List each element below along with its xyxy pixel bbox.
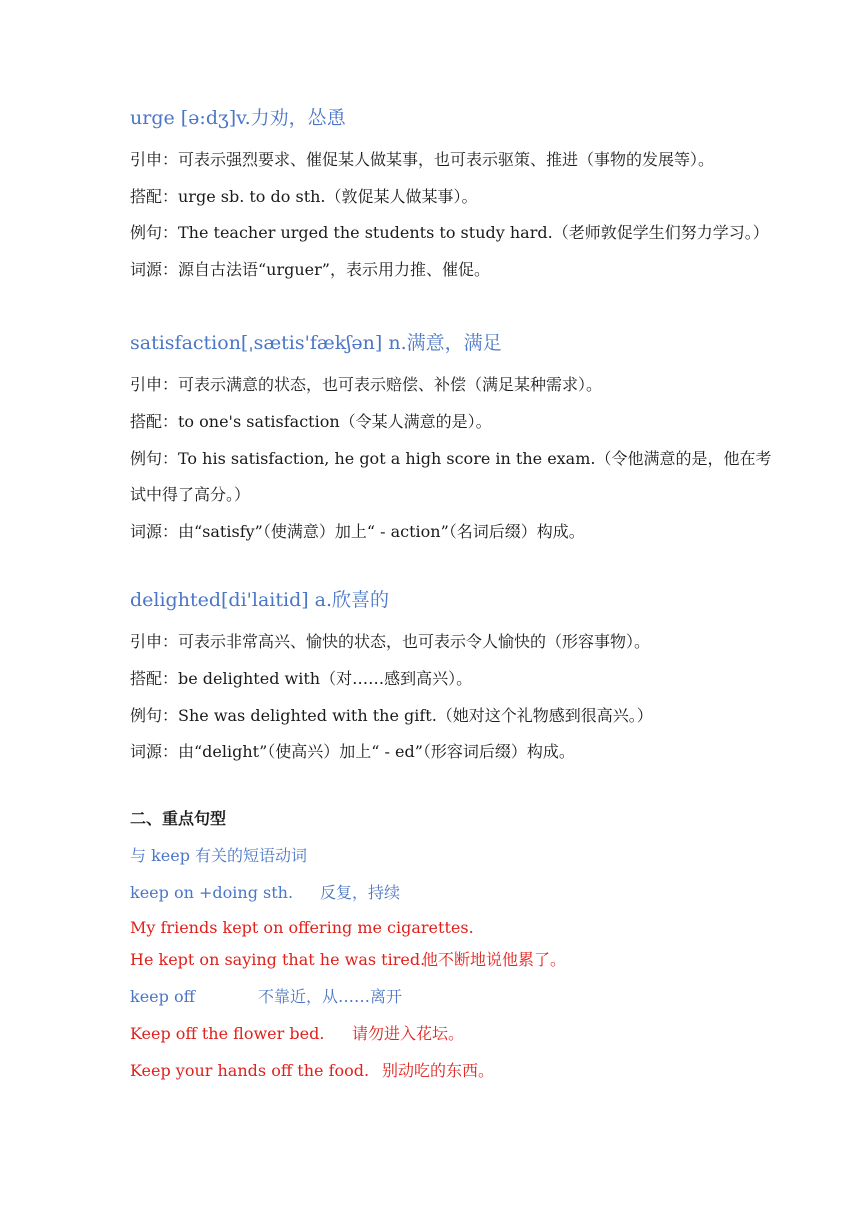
example-sentence-with-translation [130,950,566,970]
example-en: He kept on saying that he was tired. [130,950,426,969]
patterns-subtitle: 与 keep 有关的短语动词 [130,846,308,865]
satisfaction-extension: 引申：可表示满意的状态，也可表示赔偿、补偿（满足某种需求）。 [130,375,603,394]
satisfaction-example-cont: 试中得了高分。） [130,485,251,504]
satisfaction-etymology: 词源：由“satisfy”（使满意）加上“ - action”（名词后缀）构成。 [130,522,585,541]
pattern-meaning: 不靠近，从……离开 [258,987,403,1006]
delighted-etymology: 词源：由“delight”（使高兴）加上“ - ed”（形容词后缀）构成。 [130,742,575,761]
urge-extension: 引申：可表示强烈要求、催促某人做某事，也可表示驱策、推进（事物的发展等）。 [130,150,715,169]
example-en: Keep your hands off the food. [130,1061,370,1080]
delighted-collocation: 搭配：be delighted with（对……感到高兴）。 [130,669,473,688]
satisfaction-collocation: 搭配：to one's satisfaction（令某人满意的是）。 [130,412,492,431]
example-cn: 别动吃的东西。 [382,1061,495,1080]
entry-heading-satisfaction: satisfaction[ˌsætis'fækʃən] n.满意，满足 [130,332,502,354]
section-title-patterns: 二、重点句型 [130,809,227,828]
pattern-meaning: 反复，持续 [320,883,401,902]
urge-etymology: 词源：源自古法语“urguer”，表示用力推、催促。 [130,260,490,279]
example-cn: 他不断地说他累了。 [422,950,567,969]
example-en: Keep off the flower bed. [130,1024,325,1043]
satisfaction-example: 例句：To his satisfaction, he got a high score in the exam.（令他满意的是，他在考 [130,449,772,468]
delighted-extension: 引申：可表示非常高兴、愉快的状态，也可表示令人愉快的（形容事物）。 [130,632,651,651]
delighted-example: 例句：She was delighted with the gift.（她对这个礼物感到很高兴。） [130,706,653,725]
pattern-keep-off [130,987,402,1007]
urge-collocation: 搭配：urge sb. to do sth.（敦促某人做某事）。 [130,187,478,206]
pattern-phrase: keep on +doing sth. [130,883,294,902]
entry-heading-urge: urge [ə:dʒ]v.力劝，怂恿 [130,107,346,129]
example-cn: 请勿进入花坛。 [352,1024,465,1043]
pattern-phrase: keep off [130,987,195,1006]
example-sentence-with-translation [130,1061,494,1081]
example-sentence: My friends kept on offering me cigarettes. [130,918,474,937]
pattern-keep-on [130,883,400,903]
entry-heading-delighted: delighted[di'laitid] a.欣喜的 [130,589,390,611]
urge-example: 例句：The teacher urged the students to study hard.（老师敦促学生们努力学习。） [130,223,769,242]
example-sentence-with-translation [130,1024,464,1044]
